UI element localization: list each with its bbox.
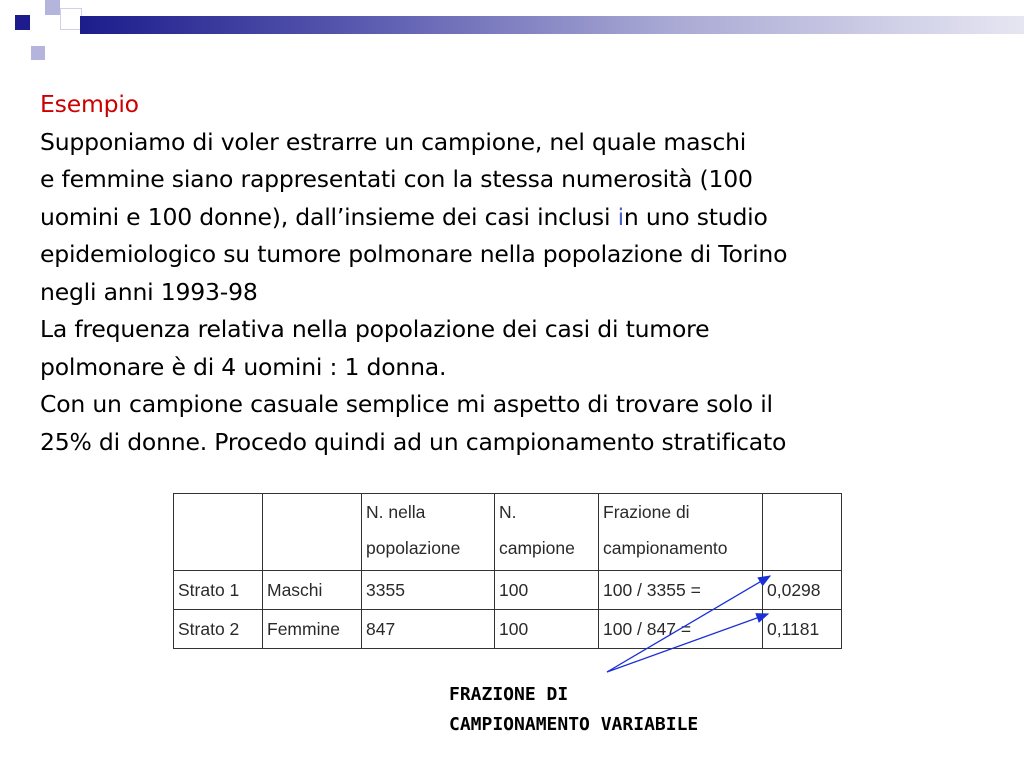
sex-cell: Femmine — [263, 610, 362, 649]
population-cell: 847 — [362, 610, 495, 649]
note-line: CAMPIONAMENTO VARIABILE — [449, 714, 699, 735]
text-line: negli anni 1993-98 — [40, 277, 258, 306]
header-text: Frazione di campionamento — [603, 502, 728, 558]
sex-cell: Maschi — [263, 571, 362, 610]
text-line: uomini e 100 donne), dall’insieme dei casi inclusi — [40, 202, 618, 231]
text-line: Con un campione casuale semplice mi aspetto di trovare solo il — [40, 390, 773, 418]
fraction-value-cell: 0,0298 — [763, 571, 842, 610]
text-line: 25% di donne. Procedo quindi ad un campionamento stratificato — [40, 427, 787, 456]
header-text: N. campione — [499, 502, 575, 558]
fraction-formula-cell: 100 / 847 = — [599, 610, 763, 649]
highlighted-letter: i — [617, 202, 624, 231]
text-line: Supponiamo di voler estrarre un campione, nel quale maschi — [40, 127, 747, 156]
slide-heading: Esempio — [40, 90, 139, 118]
fraction-formula-cell: 100 / 3355 = — [599, 571, 763, 610]
stratum-cell: Strato 2 — [174, 610, 263, 649]
sample-cell: 100 — [495, 610, 599, 649]
arrow-to-row-1 — [607, 576, 770, 672]
header-text: N. nella popolazione — [366, 502, 461, 558]
sample-cell: 100 — [495, 571, 599, 610]
arrow-to-row-2 — [607, 614, 768, 672]
text-line: epidemiologico su tumore polmonare nella popolazione di Torino — [40, 240, 788, 268]
stratum-cell: Strato 1 — [174, 571, 263, 610]
variable-fraction-note — [449, 680, 698, 740]
fraction-value-cell: 0,1181 — [763, 610, 842, 649]
population-cell: 3355 — [362, 571, 495, 610]
text-line: e femmine siano rappresentati con la stessa numerosità (100 — [40, 165, 753, 193]
text-line: La frequenza relativa nella popolazione dei casi di tumore — [40, 315, 710, 343]
text-line: polmonare è di 4 uomini : 1 donna. — [40, 352, 447, 381]
note-line: FRAZIONE DI — [449, 684, 569, 705]
text-line: n uno studio — [623, 202, 768, 231]
